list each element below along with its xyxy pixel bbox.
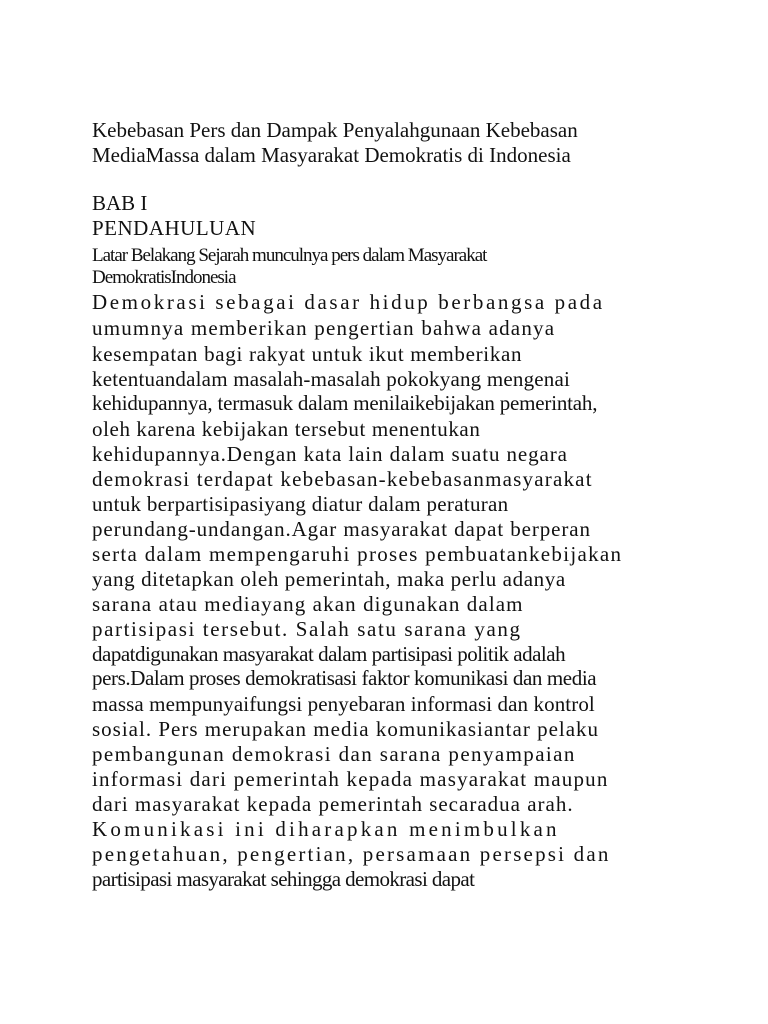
document-title-line: Kebebasan Pers dan Dampak Penyalahgunaan Kebebasan [92, 118, 578, 142]
body-text-line: partisipasi tersebut. Salah satu sarana yang [92, 617, 522, 641]
body-text-line: informasi dari pemerintah kepada masyarakat maupun [92, 767, 609, 791]
body-text-line: pers.Dalam proses demokratisasi faktor komunikasi dan media [92, 666, 597, 690]
body-text-line: massa mempunyaifungsi penyebaran informasi dan kontrol [92, 692, 595, 716]
body-text-line: pengetahuan, pengertian, persamaan persepsi dan [92, 842, 611, 866]
body-text-line: pembangunan demokrasi dan sarana penyampaian [92, 742, 576, 766]
chapter-title: PENDAHULUAN [92, 216, 257, 240]
body-text-line: kehidupannya, termasuk dalam menilaikebijakan pemerintah, [92, 391, 598, 415]
body-text-line: kehidupannya.Dengan kata lain dalam suatu negara [92, 442, 568, 466]
body-text-line: sarana atau mediayang akan digunakan dalam [92, 592, 524, 616]
body-text-line: serta dalam mempengaruhi proses pembuatankebijakan [92, 542, 623, 566]
body-text-line: ketentuandalam masalah-masalah pokokyang mengenai [92, 367, 571, 391]
body-text-line: Komunikasi ini diharapkan menimbulkan [92, 817, 560, 841]
body-text-line: dari masyarakat kepada pemerintah secaradua arah. [92, 792, 574, 816]
chapter-number: BAB I [92, 191, 148, 215]
body-text-line: oleh karena kebijakan tersebut menentukan [92, 417, 481, 441]
body-text-line: kesempatan bagi rakyat untuk ikut memberikan [92, 342, 523, 366]
body-text-line: untuk berpartisipasiyang diatur dalam peraturan [92, 492, 509, 516]
body-text-line: demokrasi terdapat kebebasan-kebebasanmasyarakat [92, 467, 593, 491]
body-text-line: sosial. Pers merupakan media komunikasiantar pelaku [92, 717, 600, 741]
body-text-line: dapatdigunakan masyarakat dalam partisipasi politik adalah [92, 642, 566, 666]
section-subtitle-line: DemokratisIndonesia [92, 267, 236, 288]
document-title-line: MediaMassa dalam Masyarakat Demokratis di Indonesia [92, 143, 571, 167]
body-text-line: Demokrasi sebagai dasar hidup berbangsa pada [92, 290, 605, 314]
body-text-line: partisipasi masyarakat sehingga demokrasi dapat [92, 867, 475, 891]
section-subtitle-line: Latar Belakang Sejarah munculnya pers dalam Masyarakat [92, 245, 487, 266]
body-text-line: umumnya memberikan pengertian bahwa adanya [92, 316, 556, 340]
body-text-line: perundang-undangan.Agar masyarakat dapat berperan [92, 517, 591, 541]
body-text-line: yang ditetapkan oleh pemerintah, maka perlu adanya [92, 567, 566, 591]
